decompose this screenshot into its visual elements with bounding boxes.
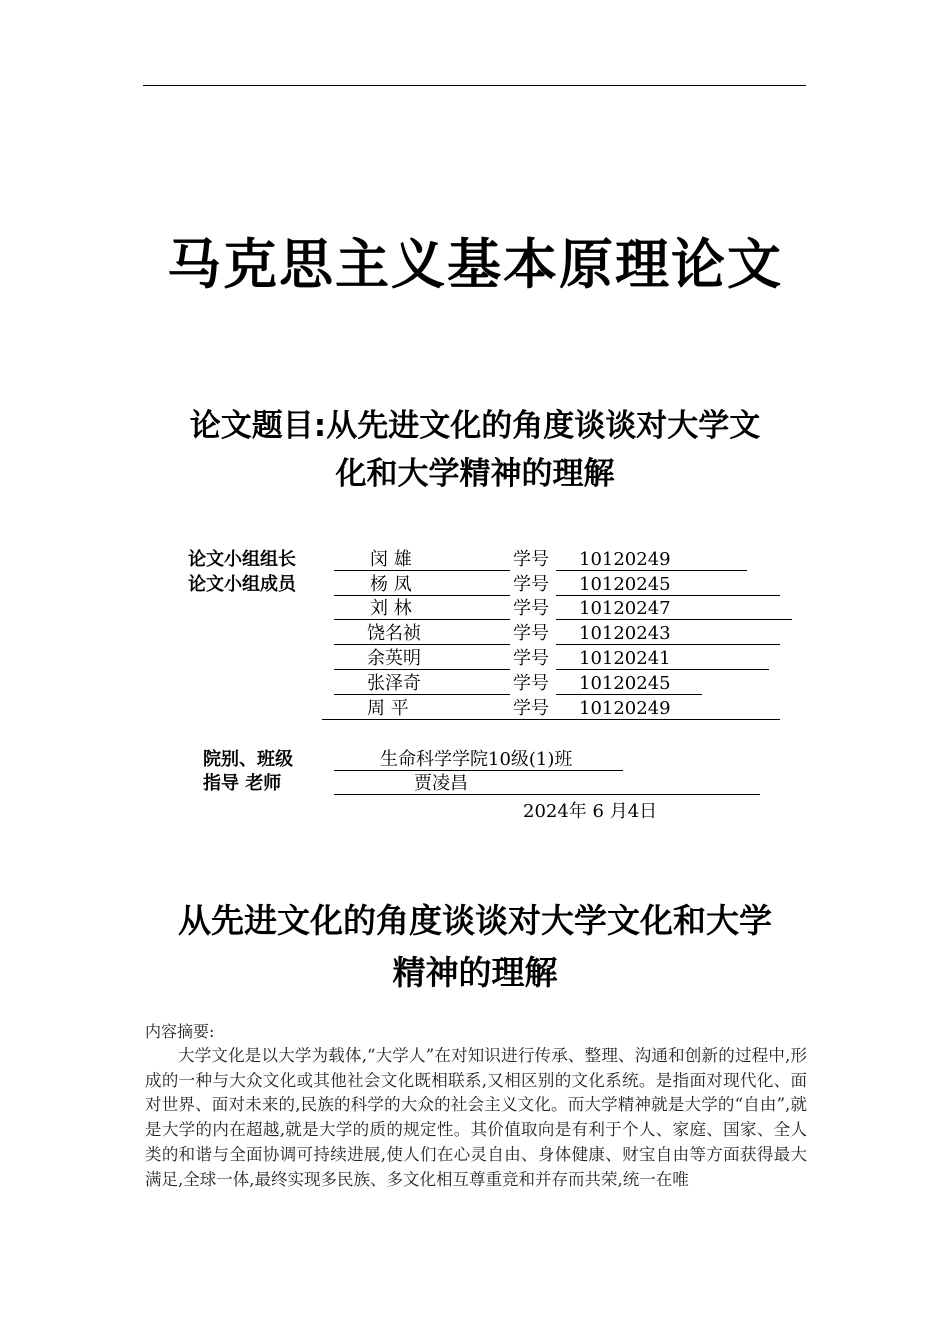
member-name: 张泽奇 bbox=[367, 673, 421, 694]
id-label: 学号 bbox=[513, 648, 549, 669]
id-label: 学号 bbox=[513, 549, 549, 570]
id-underline bbox=[556, 595, 780, 596]
article-title bbox=[140, 895, 810, 999]
thesis-topic bbox=[140, 402, 810, 498]
article-title-line-1: 从先进文化的角度谈谈对大学文化和大学 bbox=[178, 901, 772, 940]
name-underline bbox=[334, 595, 510, 596]
member-name: 余英明 bbox=[367, 648, 421, 669]
submission-date: 2024年 6 月4日 bbox=[523, 801, 658, 822]
member-name: 闵 雄 bbox=[370, 549, 412, 570]
member-name: 周 平 bbox=[367, 698, 409, 719]
article-title-line-2: 精神的理解 bbox=[392, 953, 558, 992]
name-underline bbox=[334, 570, 510, 571]
department-label: 院别、班级 bbox=[203, 749, 293, 770]
name-underline bbox=[334, 669, 510, 670]
row-underline bbox=[322, 719, 780, 720]
member-id: 10120249 bbox=[579, 698, 671, 719]
id-underline bbox=[556, 619, 792, 620]
member-id: 10120247 bbox=[579, 598, 671, 619]
advisor-underline bbox=[334, 794, 760, 795]
document-title: 马克思主义基本原理论文 bbox=[167, 233, 783, 296]
id-label: 学号 bbox=[513, 623, 549, 644]
name-underline bbox=[334, 619, 510, 620]
abstract-paragraph: 大学文化是以大学为载体,“大学人”在对知识进行传承、整理、沟通和创新的过程中,形成的一种与大众文化或其他社会文化既相联系,又相区别的文化系统。是指面对现代化、面对世界、面对未来的,民族的科学的大众的社会主义文化。而大学精神就是大学的“自由”,就是大学的内在超越,就是大学的质的规定性。其价值取向是有利于个人、家庭、国家、全人类的和谐与全面协调可持续进展,使人们在心灵自由、身体健康、财宝自由等方面获得最大满足,全球一体,最终实现多民族、多文化相互尊重竞和并存而共荣,统一在唯 bbox=[145, 1046, 807, 1189]
member-id: 10120243 bbox=[579, 623, 671, 644]
id-label: 学号 bbox=[513, 574, 549, 595]
name-underline bbox=[334, 644, 510, 645]
advisor-value: 贾凌昌 bbox=[414, 773, 468, 794]
id-underline bbox=[556, 694, 702, 695]
id-underline bbox=[556, 644, 780, 645]
member-id: 10120241 bbox=[579, 648, 671, 669]
member-name: 杨 凤 bbox=[370, 574, 412, 595]
topic-line-2: 化和大学精神的理解 bbox=[335, 456, 615, 492]
department-underline bbox=[334, 770, 623, 771]
id-label: 学号 bbox=[513, 598, 549, 619]
id-underline bbox=[556, 669, 769, 670]
id-label: 学号 bbox=[513, 698, 549, 719]
member-id: 10120245 bbox=[579, 673, 671, 694]
id-underline bbox=[556, 570, 747, 571]
member-id: 10120249 bbox=[579, 549, 671, 570]
leader-label: 论文小组组长 bbox=[188, 549, 296, 570]
id-label: 学号 bbox=[513, 673, 549, 694]
members-label: 论文小组成员 bbox=[188, 574, 296, 595]
advisor-label: 指导 老师 bbox=[203, 773, 282, 794]
member-id: 10120245 bbox=[579, 574, 671, 595]
topic-line-1: 论文题目:从先进文化的角度谈谈对大学文 bbox=[189, 408, 761, 444]
member-name: 刘 林 bbox=[370, 598, 412, 619]
header-rule bbox=[143, 85, 806, 86]
abstract-heading: 内容摘要: bbox=[145, 1022, 215, 1041]
department-value: 生命科学学院10级(1)班 bbox=[380, 749, 573, 770]
member-name: 饶名祯 bbox=[367, 623, 421, 644]
name-underline bbox=[334, 694, 510, 695]
